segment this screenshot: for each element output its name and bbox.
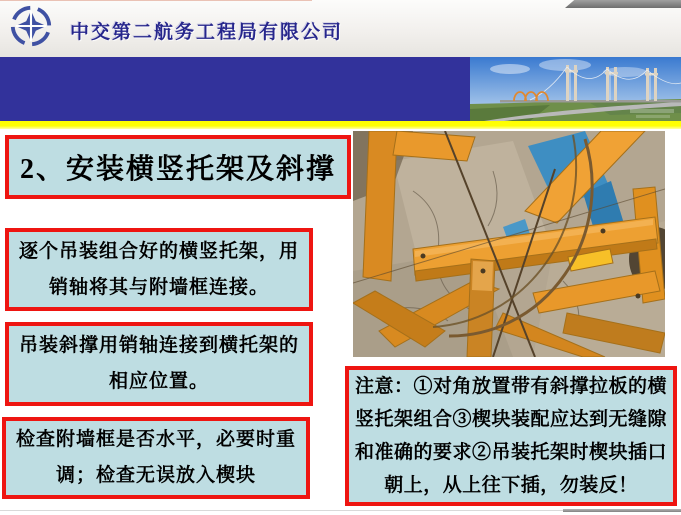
bridge-rendering-image bbox=[470, 57, 681, 121]
step-box-1 bbox=[5, 228, 313, 311]
cccc-compass-logo-icon bbox=[7, 3, 55, 49]
company-name: 中交第二航务工程局有限公司 bbox=[70, 22, 344, 43]
top-hairline-divider bbox=[0, 0, 312, 1]
slide-header bbox=[0, 0, 681, 57]
step-box-3 bbox=[2, 417, 310, 499]
template-bottom-bar bbox=[563, 509, 681, 512]
slide-title-text: 2、安装横竖托架及斜撑 bbox=[19, 154, 336, 185]
step-3-text: 检查附墙框是否水平，必要时重调；检查无误放入楔块 bbox=[15, 429, 296, 486]
template-corner-decoration bbox=[565, 0, 681, 8]
tower-crane-structure-photo bbox=[353, 131, 665, 357]
note-text: 注意：①对角放置带有斜撑拉板的横竖托架组合③楔块装配应达到无缝隙和准确的要求②吊装托架时楔块插口朝上，从上往下插，勿装反！ bbox=[355, 376, 668, 496]
step-1-text: 逐个吊装组合好的横竖托架，用销轴将其与附墙框连接。 bbox=[18, 240, 299, 298]
slide-title bbox=[5, 135, 351, 199]
step-2-text: 吊装斜撑用销轴连接到横托架的相应位置。 bbox=[18, 335, 299, 392]
yellow-divider-strip bbox=[0, 121, 681, 129]
step-box-2 bbox=[5, 322, 313, 406]
note-box bbox=[345, 366, 677, 506]
